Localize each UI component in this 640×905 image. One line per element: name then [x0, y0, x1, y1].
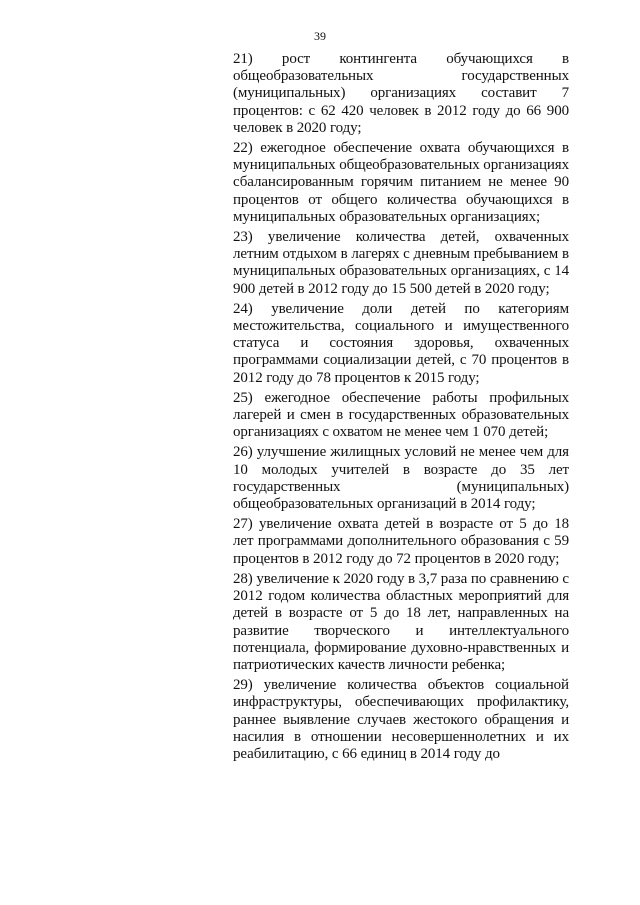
list-item-26: 26) улучшение жилищных условий не менее чем для 10 молодых учителей в возрасте до 35 лет государственных (муниципальных) общеобразовательных организаций в 2014 году;: [233, 444, 569, 513]
document-body: [233, 51, 569, 766]
list-item-24: 24) увеличение доли детей по категориям местожительства, социального и имущественного статуса и состояния здоровья, охваченных программами социализации детей, с 70 процентов в 2012 году до 78 процентов к 2015 году;: [233, 300, 569, 386]
list-item-25: 25) ежегодное обеспечение работы профильных лагерей и смен в государственных образовательных организациях с охватом не менее чем 1 070 детей;: [233, 389, 569, 441]
list-item-28: 28) увеличение к 2020 году в 3,7 раза по сравнению с 2012 годом количества областных мероприятий для детей в возрасте от 5 до 18 лет, направленных на развитие творческого и интеллектуального потенциала, формирование духовно-нравственных и патриотических качеств личности ребенка;: [233, 570, 569, 673]
list-item-23: 23) увеличение количества детей, охваченных летним отдыхом в лагерях с дневным пребыванием в муниципальных образовательных организациях, с 14 900 детей в 2012 году до 15 500 детей в 2020 году;: [233, 229, 569, 297]
page-number: 39: [314, 29, 326, 43]
list-item-22: 22) ежегодное обеспечение охвата обучающихся в муниципальных общеобразовательных организациях сбалансированным горячим питанием не менее 90 процентов от общего количества обучающихся в муниципальных образовательных организациях;: [233, 140, 569, 225]
list-item-29: 29) увеличение количества объектов социальной инфраструктуры, обеспечивающих профилактику, раннее выявление случаев жестокого обращения и насилия в отношении несовершеннолетних и их реабилитацию, с 66 единиц в 2014 году до: [233, 677, 569, 762]
list-item-21: 21) рост контингента обучающихся в общеобразовательных государственных (муниципальных) организациях составит 7 процентов: с 62 420 человек в 2012 году до 66 900 человек в 2020 году;: [233, 51, 569, 136]
list-item-27: 27) увеличение охвата детей в возрасте от 5 до 18 лет программами дополнительного образования с 59 процентов в 2012 году до 72 процентов в 2020 году;: [233, 516, 569, 567]
